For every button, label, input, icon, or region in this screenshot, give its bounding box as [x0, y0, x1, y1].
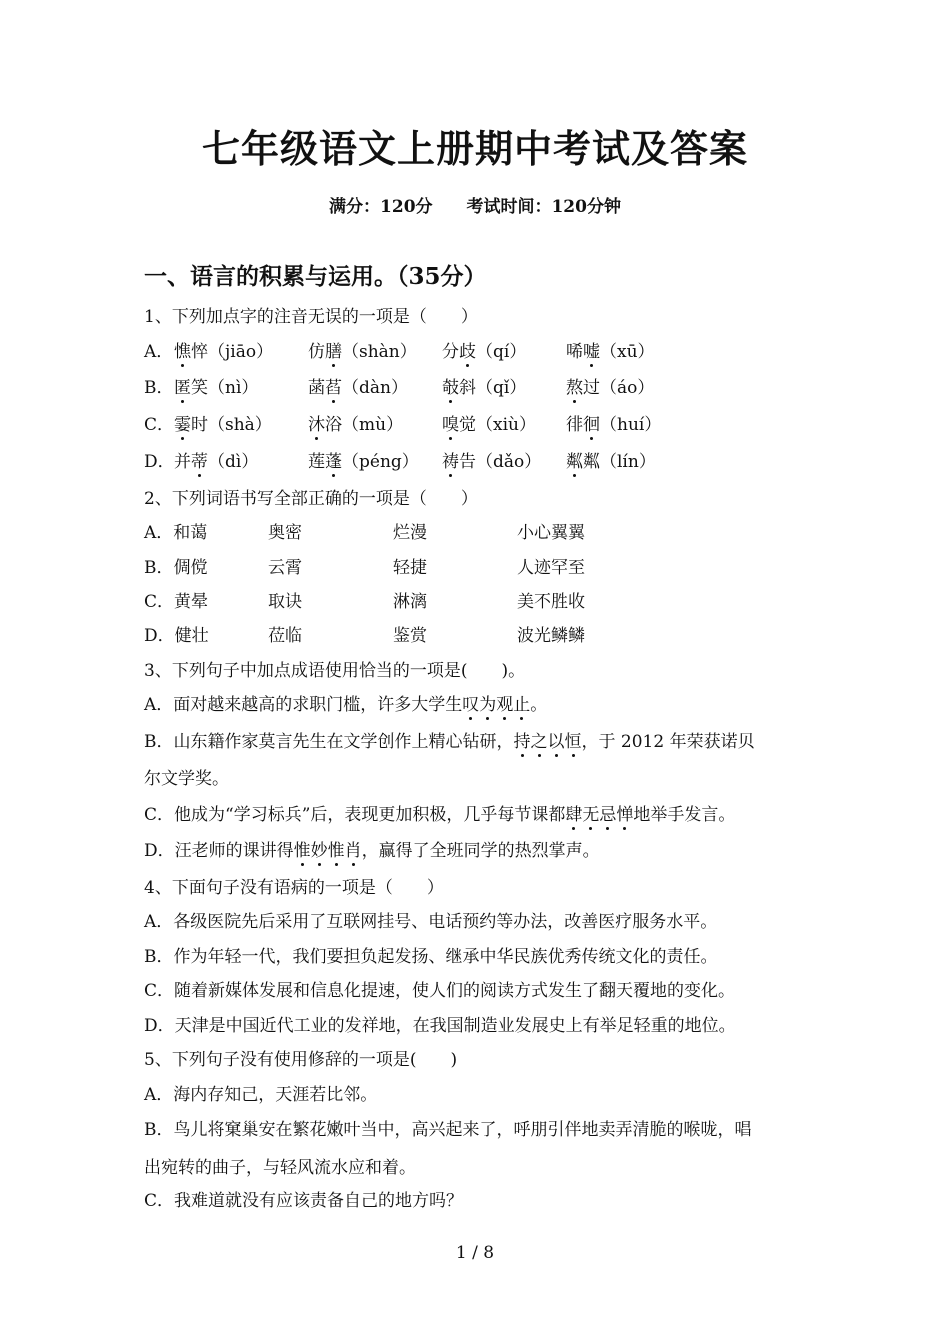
question-4-option-c: C．随着新媒体发展和信息化提速，使人们的阅读方式发生了翻天覆地的变化。	[144, 981, 736, 1001]
option-text: 悴（jiāo）	[191, 342, 274, 362]
option-word: 美不胜收	[517, 592, 585, 612]
option-item	[308, 410, 403, 435]
option-text: 浴（mù）	[325, 415, 404, 435]
option-text: 徘	[566, 415, 583, 435]
option-text: 并	[174, 452, 191, 472]
option-word: A．和蔼	[144, 523, 208, 543]
option-word: 轻捷	[393, 558, 427, 578]
question-3-stem: 3、下列句子中加点成语使用恰当的一项是( )。	[144, 661, 526, 681]
option-text: ，于 2012 年荣获诺贝	[581, 732, 755, 752]
option-word: 莅临	[268, 626, 302, 646]
dotted-char: 叹	[462, 690, 479, 715]
question-3-option-c	[144, 800, 735, 825]
question-2-stem: 2、下列词语书写全部正确的一项是（ ）	[144, 489, 478, 509]
option-word: 鉴赏	[393, 626, 427, 646]
document-title: 七年级语文上册期中考试及答案	[201, 126, 748, 171]
option-text: 时（shà）	[191, 415, 272, 435]
option-text: 分	[442, 342, 459, 362]
dotted-char: 观	[496, 690, 513, 715]
option-item	[442, 447, 541, 472]
option-text: 斜（qǐ）	[459, 378, 527, 398]
option-text: 过（áo）	[583, 378, 655, 398]
dotted-char: 惟	[328, 836, 345, 861]
option-text: 。	[530, 695, 548, 715]
option-text: 莲	[308, 452, 325, 472]
option-text: （huí）	[600, 415, 662, 435]
option-text: （shàn）	[342, 342, 417, 362]
option-item	[566, 410, 661, 435]
option-text: D．汪老师的课讲得	[144, 841, 294, 861]
section-heading: 一、语言的积累与运用。（35分）	[144, 263, 487, 290]
dotted-char: 蒂	[191, 447, 208, 472]
option-word: 小心翼翼	[517, 523, 585, 543]
dotted-idiom	[514, 732, 582, 752]
option-text: C．他成为“学习标兵”后，表现更加积极，几乎每节课都	[144, 805, 566, 825]
dotted-idiom	[565, 805, 633, 825]
option-label: A．	[144, 342, 174, 362]
option-item	[308, 373, 408, 398]
dotted-char: 之	[531, 727, 548, 752]
dotted-char: 止	[513, 690, 530, 715]
full-score: 满分：120分	[329, 197, 433, 217]
option-word: B．倜傥	[144, 558, 208, 578]
dotted-char: 歧	[459, 337, 476, 362]
dotted-char: 熬	[566, 373, 583, 398]
option-text: 告（dǎo）	[459, 452, 542, 472]
option-word: 淋漓	[393, 592, 427, 612]
dotted-char: 祷	[442, 447, 459, 472]
option-word: 奥密	[268, 523, 302, 543]
option-text: 笑（nì）	[191, 378, 259, 398]
option-item	[308, 337, 417, 362]
dotted-char: 以	[548, 727, 565, 752]
dotted-char: 嘘	[583, 337, 600, 362]
exam-time: 考试时间：120分钟	[466, 197, 621, 217]
option-word: 取诀	[268, 592, 302, 612]
dotted-char: 肆	[565, 800, 582, 825]
option-text: （xū）	[600, 342, 655, 362]
option-word: C．黄晕	[144, 592, 209, 612]
dotted-char: 肖	[345, 836, 362, 861]
question-5-stem: 5、下列句子没有使用修辞的一项是( )	[144, 1050, 458, 1070]
question-3-option-a	[144, 690, 547, 715]
option-text: 唏	[566, 342, 583, 362]
question-4-option-a: A．各级医院先后采用了互联网挂号、电话预约等办法，改善医疗服务水平。	[144, 912, 718, 932]
option-text: （qí）	[476, 342, 527, 362]
question-4-option-d: D．天津是中国近代工业的发祥地，在我国制造业发展史上有举足轻重的地位。	[144, 1016, 736, 1036]
option-text: （péng）	[342, 452, 419, 472]
question-4-stem: 4、下面句子没有语病的一项是（ ）	[144, 878, 444, 898]
question-5-option-b-continued: 出宛转的曲子，与轻风流水应和着。	[144, 1158, 416, 1178]
option-label: D．	[144, 452, 175, 472]
option-item	[174, 373, 258, 398]
option-text: ，赢得了全班同学的热烈掌声。	[361, 841, 600, 861]
option-item	[174, 447, 258, 472]
option-item	[442, 373, 526, 398]
question-1-stem: 1、下列加点字的注音无误的一项是（ ）	[144, 307, 478, 327]
option-word: D．健壮	[144, 626, 209, 646]
option-item	[566, 373, 654, 398]
option-item	[174, 410, 272, 435]
option-item	[566, 337, 655, 362]
option-text: 觉（xiù）	[459, 415, 536, 435]
dotted-char: 徊	[583, 410, 600, 435]
option-label: C．	[144, 415, 175, 435]
option-text: 菡	[308, 378, 325, 398]
dotted-idiom	[294, 841, 362, 861]
option-item	[442, 337, 526, 362]
dotted-char: 忌	[599, 800, 616, 825]
question-3-option-d	[144, 836, 600, 861]
dotted-char: 嗅	[442, 410, 459, 435]
dotted-char: 惮	[616, 800, 633, 825]
option-text: （dàn）	[342, 378, 408, 398]
dotted-char: 粼	[566, 447, 583, 472]
page-number: 1 / 8	[455, 1243, 495, 1263]
question-3-option-b-continued: 尔文学奖。	[144, 769, 229, 789]
option-item	[174, 337, 273, 362]
question-4-option-b: B．作为年轻一代，我们要担负起发扬、继承中华民族优秀传统文化的责任。	[144, 947, 718, 967]
dotted-char: 恒	[565, 727, 582, 752]
option-text: （dì）	[208, 452, 259, 472]
option-word: 云霄	[268, 558, 302, 578]
option-label: B．	[144, 378, 174, 398]
dotted-char: 憔	[174, 337, 191, 362]
dotted-idiom	[462, 695, 530, 715]
dotted-char: 膳	[325, 337, 342, 362]
dotted-char: 持	[514, 727, 531, 752]
option-text: 地举手发言。	[633, 805, 736, 825]
dotted-char: 为	[479, 690, 496, 715]
option-text: A．面对越来越高的求职门槛，许多大学生	[144, 695, 463, 715]
dotted-char: 匿	[174, 373, 191, 398]
option-text: 粼（lín）	[583, 452, 656, 472]
option-word: 人迹罕至	[517, 558, 585, 578]
question-3-option-b	[144, 727, 755, 752]
dotted-char: 蓬	[325, 447, 342, 472]
dotted-char: 沐	[308, 410, 325, 435]
question-5-option-c: C．我难道就没有应该责备自己的地方吗？	[144, 1191, 464, 1211]
dotted-char: 无	[582, 800, 599, 825]
dotted-char: 霎	[174, 410, 191, 435]
option-text: 仿	[308, 342, 325, 362]
dotted-char: 惟	[294, 836, 311, 861]
option-text: B．山东籍作家莫言先生在文学创作上精心钻研，	[144, 732, 514, 752]
option-item	[566, 447, 656, 472]
question-5-option-a: A．海内存知己，天涯若比邻。	[144, 1085, 378, 1105]
option-item	[308, 447, 419, 472]
option-word: 波光鳞鳞	[517, 626, 585, 646]
question-5-option-b: B．鸟儿将窠巢安在繁花嫩叶当中，高兴起来了，呼朋引伴地卖弄清脆的喉咙，唱	[144, 1120, 752, 1140]
option-word: 烂漫	[393, 523, 427, 543]
dotted-char: 萏	[325, 373, 342, 398]
exam-info	[0, 192, 950, 217]
dotted-char: 攲	[442, 373, 459, 398]
dotted-char: 妙	[311, 836, 328, 861]
option-item	[442, 410, 536, 435]
